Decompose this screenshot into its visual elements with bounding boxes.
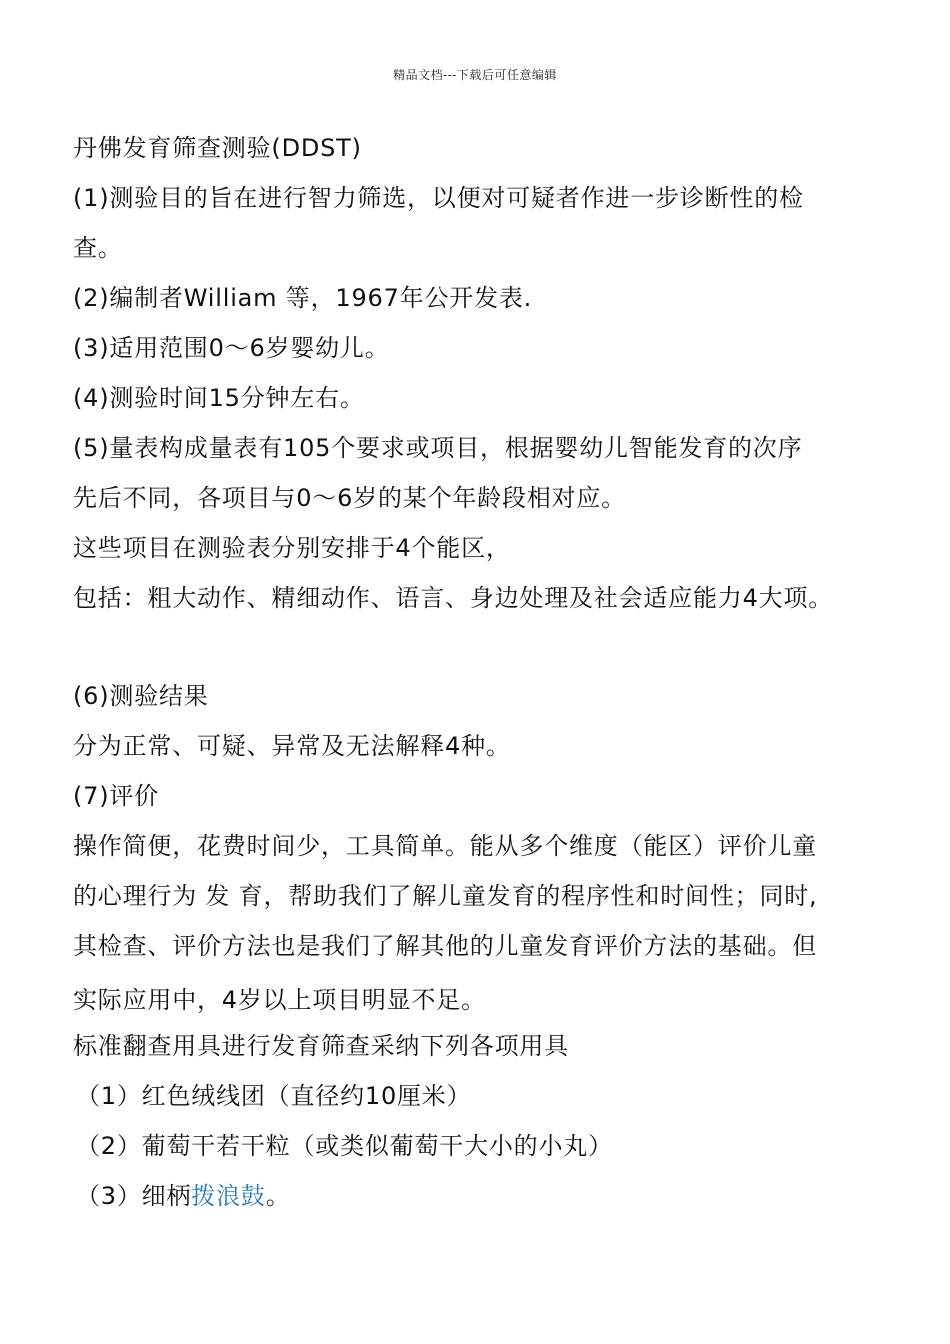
text-line: 分为正常、可疑、异常及无法解释4种。 (73, 732, 511, 760)
text-line: (7)评价 (73, 782, 159, 810)
list-item-suffix: 。 (265, 1182, 291, 1210)
text-line: 的心理行为 发 育，帮助我们了解儿童发育的程序性和时间性；同时, (73, 882, 818, 910)
text-line: (6)测验结果 (73, 682, 209, 710)
list-item (76, 1181, 291, 1211)
text-line: (2)编制者William 等，1967年公开发表. (73, 284, 533, 312)
text-line: 操作简便，花费时间少，工具简单。能从多个维度（能区）评价儿童 (73, 832, 817, 860)
text-line: 查。 (73, 234, 123, 262)
list-item-prefix: （3）细柄 (76, 1182, 192, 1210)
text-line: (5)量表构成量表有105个要求或项目，根据婴幼儿智能发育的次序 (73, 434, 803, 462)
text-line: 其检查、评价方法也是我们了解其他的儿童发育评价方法的基础。但 (73, 932, 817, 960)
list-item: （1）红色绒线团（直径约10厘米） (76, 1082, 472, 1110)
text-line: 包括：粗大动作、精细动作、语言、身边处理及社会适应能力4大项。 (73, 584, 834, 612)
text-line: (4)测验时间15分钟左右。 (73, 384, 365, 412)
text-line: (3)适用范围0～6岁婴幼儿。 (73, 334, 390, 362)
document-title: 丹佛发育筛查测验(DDST) (73, 134, 362, 162)
page-header: 精品文档---下载后可任意编辑 (393, 68, 557, 82)
rattle-link[interactable]: 拨浪鼓 (191, 1182, 266, 1210)
text-line: 实际应用中，4岁以上项目明显不足。 (73, 986, 486, 1014)
list-item: （2）葡萄干若干粒（或类似葡萄干大小的小丸） (76, 1132, 613, 1160)
text-line: 先后不同，各项目与0～6岁的某个年龄段相对应。 (73, 484, 626, 512)
text-line: 标准翻查用具进行发育筛查采纳下列各项用具 (73, 1032, 569, 1060)
text-line: 这些项目在测验表分别安排于4个能区， (73, 534, 511, 562)
text-line: (1)测验目的旨在进行智力筛选，以便对可疑者作进一步诊断性的检 (73, 184, 804, 212)
